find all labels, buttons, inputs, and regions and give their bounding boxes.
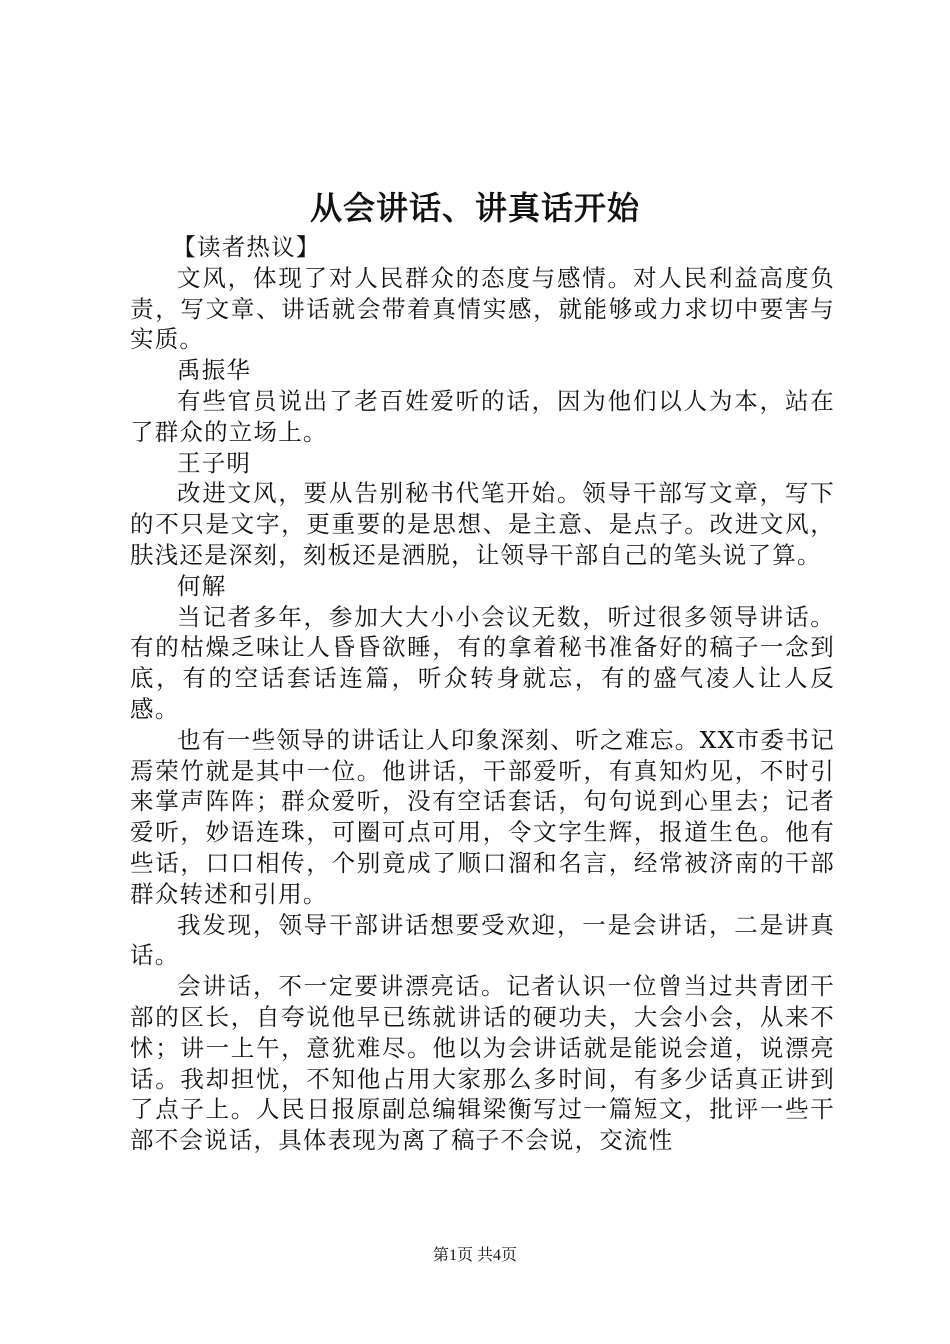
paragraph: 文风，体现了对人民群众的态度与感情。对人民利益高度负责，写文章、讲话就会带着真情实感，就能够或力求切中要害与实质。 — [130, 263, 835, 354]
paragraph: 会讲话，不一定要讲漂亮话。记者认识一位曾当过共青团干部的区长，自夸说他早已练就讲话的硬功夫，大会小会，从来不怵；讲一上午，意犹难尽。他以为会讲话就是能说会道，说漂亮话。我却担忧，不知他占用大家那么多时间，有多少话真正讲到了点子上。人民日报原副总编辑梁衡写过一篇短文，批评一些干部不会说话，具体表现为离了稿子不会说，交流性 — [130, 972, 835, 1155]
author-name: 禹振华 — [177, 356, 252, 385]
author-name: 王子明 — [177, 448, 252, 477]
paragraph: 改进文风，要从告别秘书代笔开始。领导干部写文章，写下的不只是文字，更重要的是思想、是主意、是点子。改进文风，肤浅还是深刻，刻板还是洒脱，让领导干部自己的笔头说了算。 — [130, 479, 835, 569]
author-name: 何解 — [177, 571, 227, 600]
paragraph: 我发现，领导干部讲话想要受欢迎，一是会讲话，二是讲真话。 — [130, 910, 835, 970]
paragraph: 当记者多年，参加大大小小会议无数，听过很多领导讲话。有的枯燥乏味让人昏昏欲睡，有的拿着秘书准备好的稿子一念到底，有的空话套话连篇，听众转身就忘，有的盛气凌人让人反感。 — [130, 602, 835, 723]
document-body — [130, 232, 835, 1156]
paragraph: 有些官员说出了老百姓爱听的话，因为他们以人为本，站在了群众的立场上。 — [130, 386, 835, 446]
page-footer: 第1页 共4页 — [432, 1247, 517, 1264]
paragraph: 也有一些领导的讲话让人印象深刻、听之难忘。XX市委书记焉荣竹就是其中一位。他讲话，干部爱听，有真知灼见，不时引来掌声阵阵；群众爱听，没有空话套话，句句说到心里去；记者爱听，妙语连珠，可圈可点可用，令文字生辉，报道生色。他有些话，口口相传，个别竟成了顺口溜和名言，经常被济南的干部群众转述和引用。 — [130, 725, 835, 908]
section-tag: 【读者热议】 — [172, 233, 321, 261]
document-title: 从会讲话、讲真话开始 — [309, 189, 640, 227]
